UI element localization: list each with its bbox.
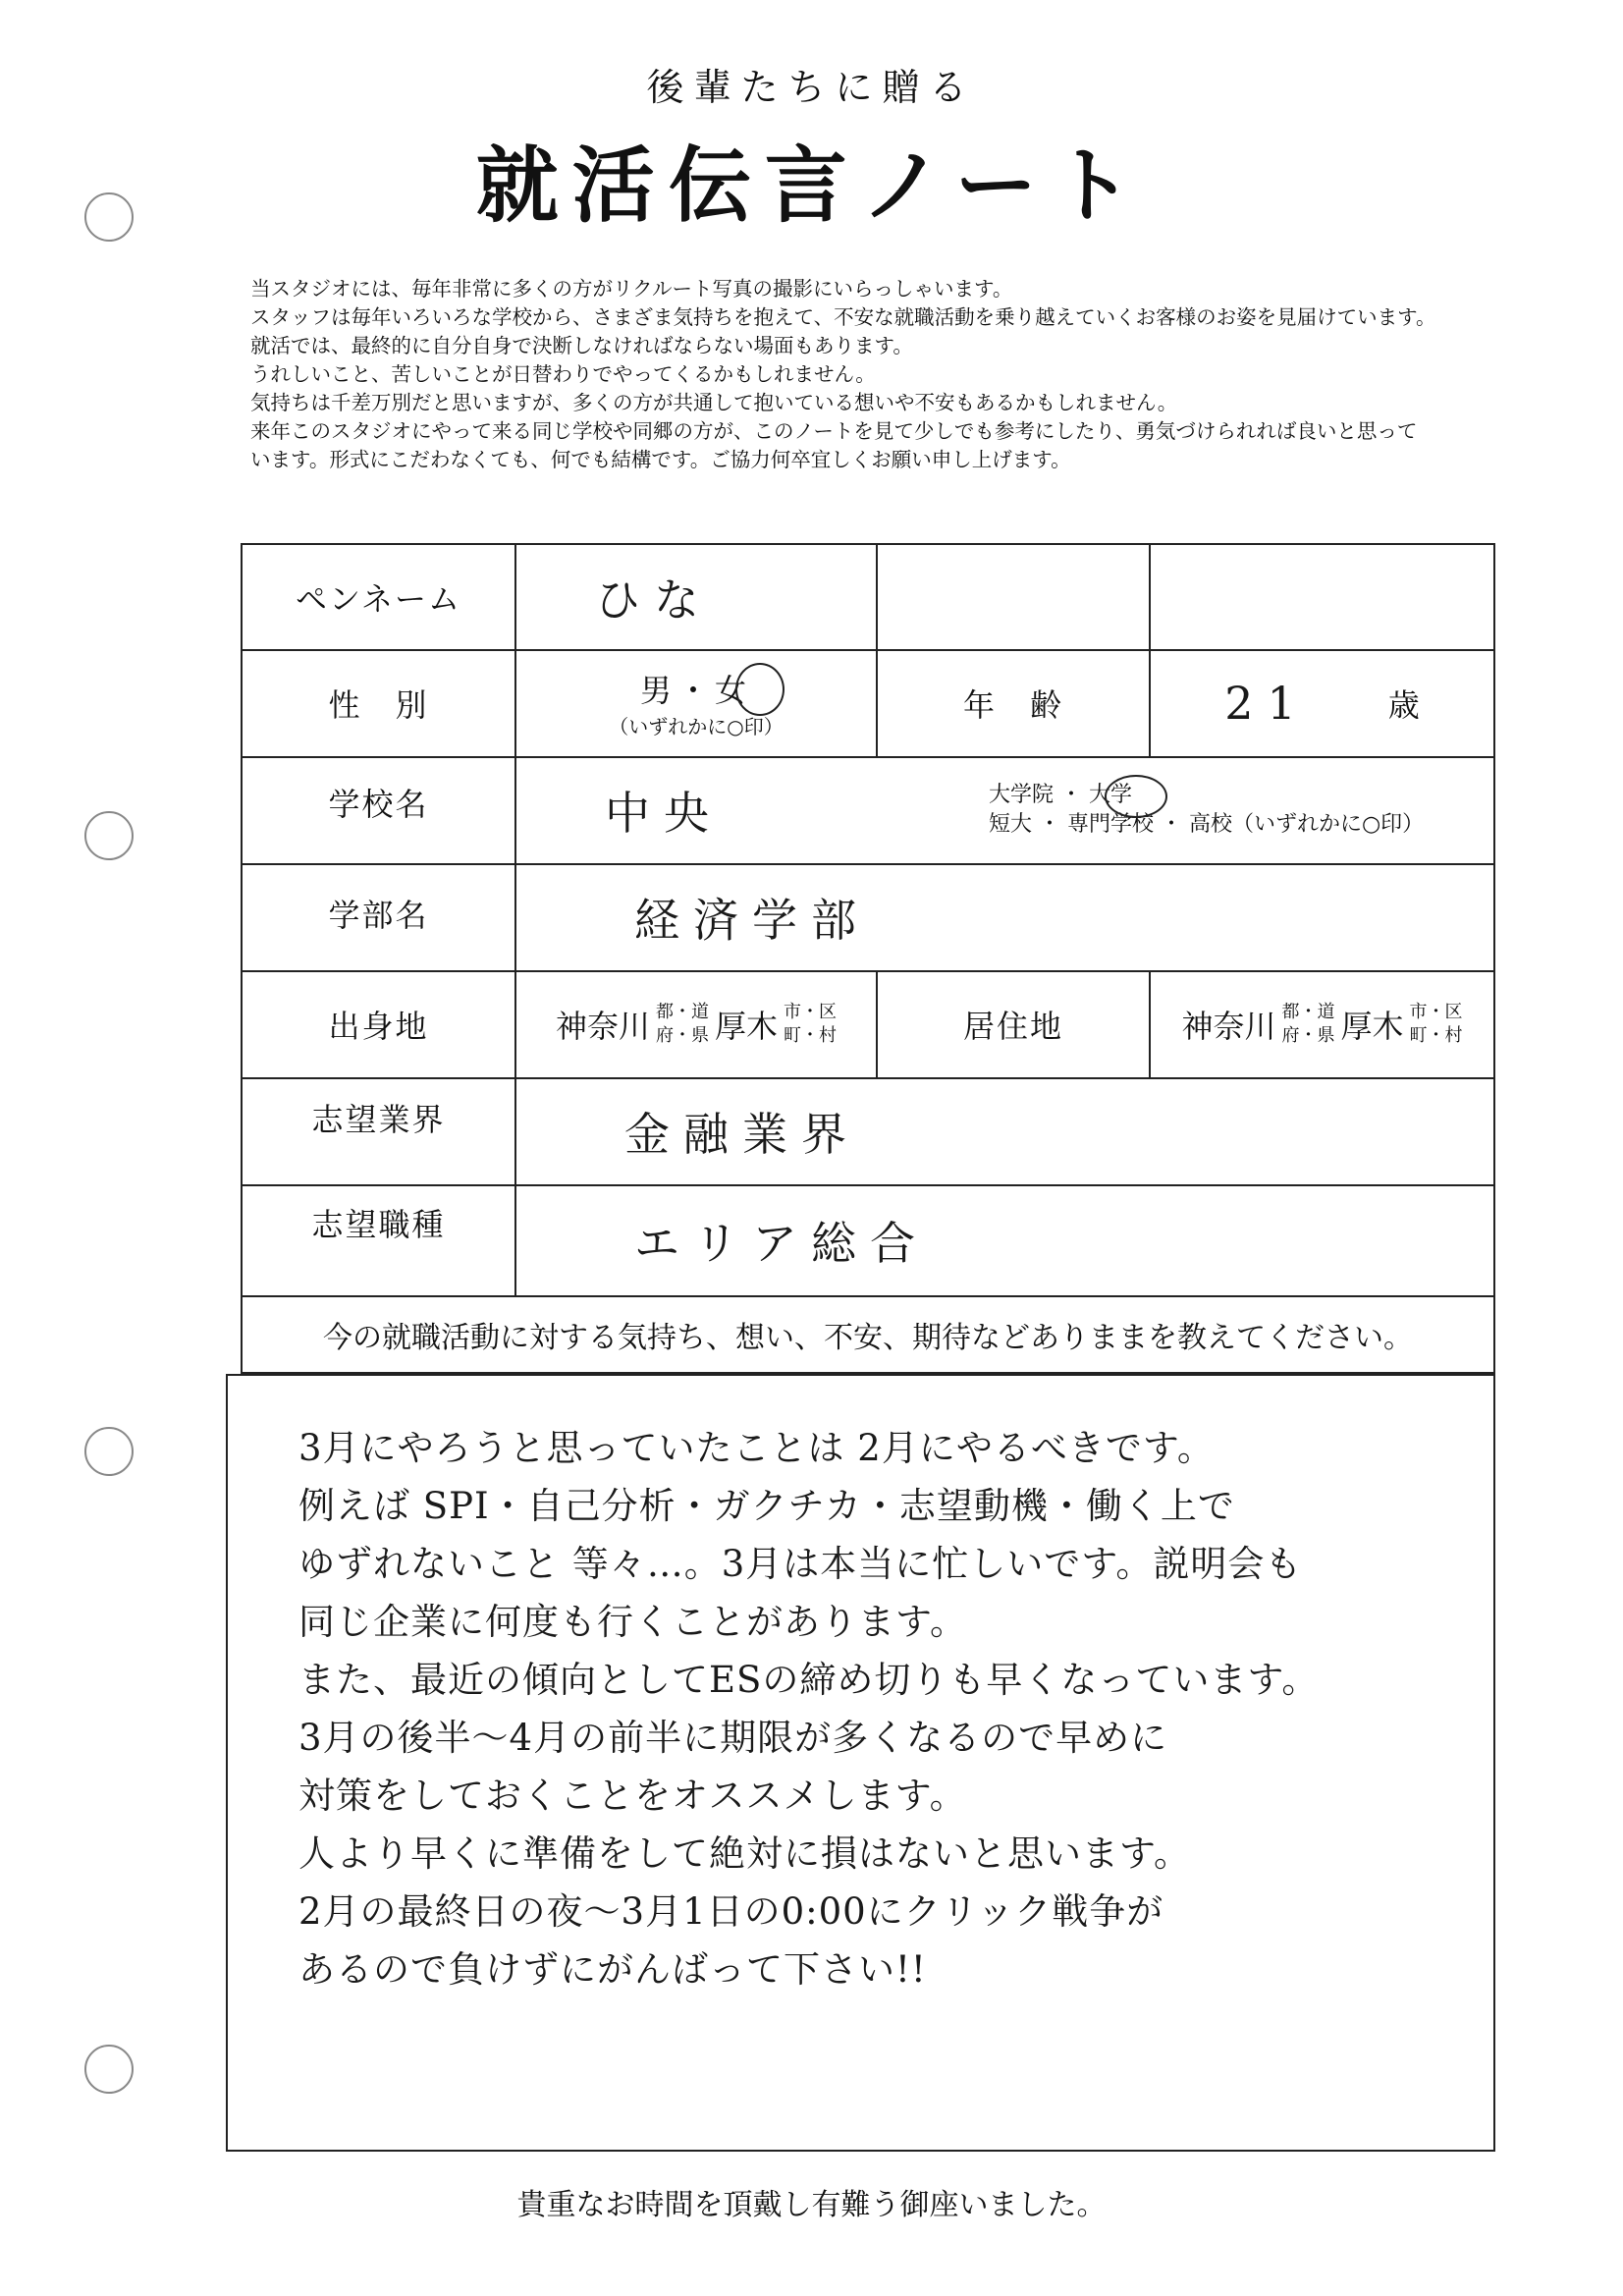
school-value: 中央	[605, 786, 723, 840]
faculty-label: 学部名	[328, 897, 429, 934]
pen-name-value: ひな	[595, 574, 713, 627]
page-subtitle: 後輩たちに贈る	[646, 66, 977, 109]
pen-name-label: ペンネーム	[295, 580, 462, 618]
binder-hole	[84, 811, 134, 860]
school-type-field	[989, 756, 1493, 863]
age-label: 年 齢	[962, 685, 1063, 724]
city-suffix-top: 市・区	[784, 1001, 838, 1022]
intro-line: 気持ちは千差万別だと思いますが、多くの方が共通して抱いている想いや不安もあるかもしれません。	[250, 391, 1178, 414]
footer-thanks: 貴重なお時間を頂戴し有難う御座いました。	[516, 2188, 1107, 2222]
answer-line: ゆずれないこと 等々…。3月は本当に忙しいです。説明会も	[298, 1543, 1303, 1585]
question-prompt: 今の就職活動に対する気持ち、想い、不安、期待などありままを教えてください。	[241, 1297, 1495, 1374]
school-type-line2: 短大 ・ 専門学校 ・ 高校（いずれかに○印）	[989, 811, 1425, 837]
gender-note: （いずれかに○印）	[609, 715, 784, 738]
intro-line: 当スタジオには、毎年非常に多くの方がリクルート写真の撮影にいらっしゃいます。	[250, 277, 1013, 301]
answer-line: 対策をしておくことをオススメします。	[298, 1775, 967, 1817]
hometown-field	[516, 970, 876, 1077]
pref-suffix-top: 都・道	[656, 1001, 709, 1022]
answer-box	[226, 1374, 1495, 2152]
answer-line: 3月の後半〜4月の前半に期限が多くなるので早めに	[298, 1717, 1168, 1759]
gender-circle-mark	[735, 663, 784, 716]
answer-line: また、最近の傾向としてESの締め切りも早くなっています。	[298, 1659, 1320, 1701]
intro-line: 来年このスタジオにやって来る同じ学校や同郷の方が、このノートを見て少しでも参考にしたり、勇気づけられれば良いと思って	[250, 419, 1418, 443]
hometown-label: 出身地	[328, 1007, 429, 1045]
pref-suffix-bottom: 府・県	[1281, 1024, 1335, 1046]
industry-value: 金融業界	[624, 1107, 860, 1161]
page-title: 就活伝言ノート	[475, 137, 1148, 234]
job-value: エリア総合	[634, 1216, 929, 1270]
hometown-pref: 神奈川	[555, 1007, 650, 1045]
city-suffix-bottom: 町・村	[784, 1024, 838, 1046]
gender-field	[516, 649, 876, 756]
answer-line: 3月にやろうと思っていたことは 2月にやるべきです。	[298, 1427, 1215, 1469]
intro-line: 就活では、最終的に自分自身で決断しなければならない場面もあります。	[250, 334, 913, 357]
binder-hole	[84, 2045, 134, 2094]
school-label: 学校名	[328, 786, 429, 823]
city-suffix-bottom: 町・村	[1409, 1024, 1463, 1046]
intro-line: います。形式にこだわなくても、何でも結構です。ご協力何卒宜しくお願い申し上げます。	[250, 448, 1071, 471]
pref-suffix-top: 都・道	[1281, 1001, 1335, 1022]
school-type-line1: 大学院 ・ 大学	[989, 782, 1132, 807]
age-value: 21	[1224, 676, 1310, 730]
residence-city: 厚木	[1340, 1007, 1404, 1045]
answer-line: 2月の最終日の夜〜3月1日の0:00にクリック戦争が	[298, 1890, 1164, 1933]
intro-text	[250, 275, 1586, 474]
answer-line: 例えば SPI・自己分析・ガクチカ・志望動機・働く上で	[298, 1485, 1235, 1527]
city-suffix-top: 市・区	[1409, 1001, 1463, 1022]
answer-line: あるので負けずにがんばって下さい!!	[298, 1948, 927, 1991]
binder-hole	[84, 1427, 134, 1476]
pref-suffix-bottom: 府・県	[656, 1024, 709, 1046]
gender-options: 男・女	[639, 672, 752, 709]
intro-line: うれしいこと、苦しいことが日替わりでやってくるかもしれません。	[250, 362, 876, 386]
job-label: 志望職種	[311, 1206, 446, 1243]
intro-line: スタッフは毎年いろいろな学校から、さまざま気持ちを抱えて、不安な就職活動を乗り越えていくお客様のお姿を見届けています。	[250, 305, 1436, 329]
industry-label: 志望業界	[311, 1101, 446, 1138]
school-type-circle-mark	[1105, 775, 1167, 818]
answer-line: 人より早くに準備をして絶対に損はないと思います。	[298, 1832, 1192, 1875]
residence-field	[1151, 970, 1493, 1077]
hometown-city: 厚木	[715, 1007, 779, 1045]
residence-label: 居住地	[962, 1007, 1063, 1045]
answer-line: 同じ企業に何度も行くことがあります。	[298, 1601, 968, 1643]
age-field	[1151, 649, 1493, 756]
faculty-value: 経済学部	[634, 893, 870, 947]
gender-label: 性 別	[328, 685, 429, 724]
residence-pref: 神奈川	[1181, 1007, 1276, 1045]
age-unit: 歳	[1387, 685, 1420, 724]
profile-form	[241, 543, 1495, 1297]
